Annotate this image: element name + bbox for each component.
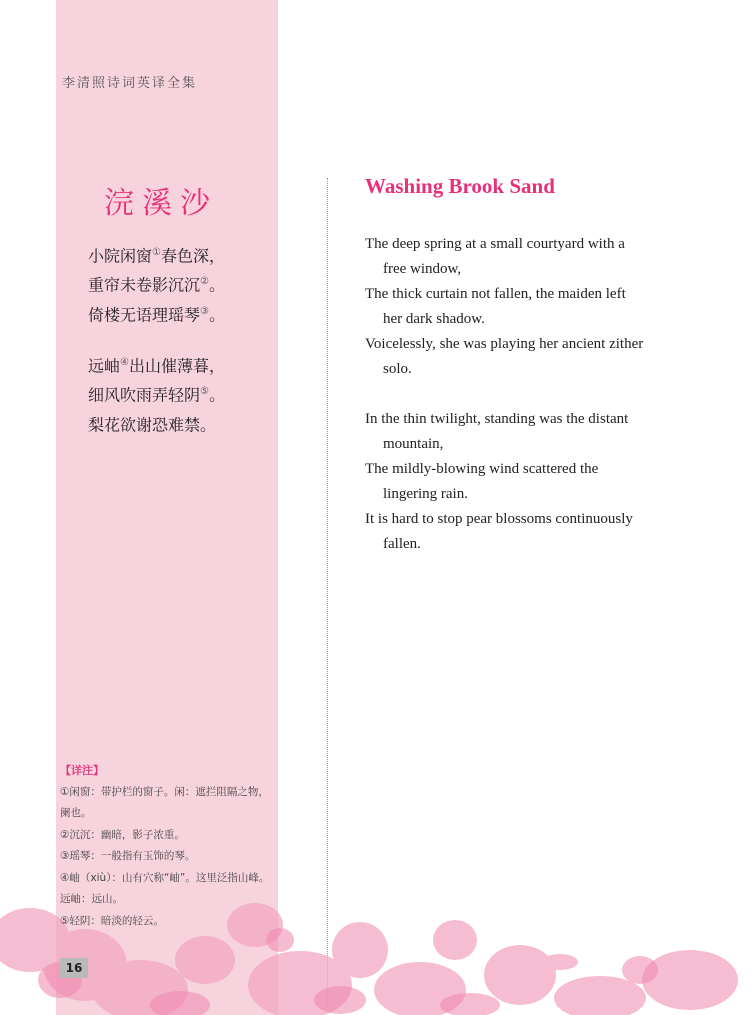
chinese-poem-line: 重帘未卷影沉沉②。 [88, 275, 225, 295]
english-poem-line: The mildly-blowing wind scattered the lingering rain. [365, 461, 599, 502]
page-number: 16 [60, 958, 88, 978]
note-line: 远岫：远山。 [60, 893, 123, 905]
english-poem-line: In the thin twilight, standing was the distant mountain, [365, 411, 629, 452]
chinese-poem-line: 小院闲窗①春色深， [88, 246, 225, 266]
book-header: 李清照诗词英译全集 [62, 76, 198, 91]
english-poem-line: The deep spring at a small courtyard with a free window, [365, 236, 625, 277]
note-line: ③瑶琴：一般指有玉饰的琴。 [60, 850, 196, 862]
english-poem [365, 232, 670, 557]
english-poem-line: It is hard to stop pear blossoms continuously fallen. [365, 511, 633, 552]
chinese-poem-line: 远岫④出山催薄暮， [88, 356, 225, 376]
english-poem-line: The thick curtain not fallen, the maiden left her dark shadow. [365, 286, 626, 327]
english-poem-title: Washing Brook Sand [365, 174, 555, 198]
english-poem-line: Voicelessly, she was playing her ancient zither solo. [365, 336, 644, 377]
note-line: ②沉沉：幽暗，影子浓重。 [60, 828, 185, 841]
chinese-poem-line: 倚楼无语理瑶琴③。 [88, 304, 225, 324]
notes-heading: 【详注】 [60, 764, 104, 777]
chinese-poem-title: 浣溪沙 [104, 186, 218, 221]
note-line: 阑也。 [60, 807, 92, 819]
chinese-poem-line: 梨花欲谢恐难禁。 [88, 414, 217, 434]
chinese-poem-line: 细风吹雨弄轻阴⑤。 [88, 385, 225, 405]
note-line: ④岫（xiù）：山有穴称“岫”。这里泛指山峰。 [60, 871, 270, 884]
annotation-notes [60, 760, 310, 932]
chinese-poem [88, 240, 268, 438]
note-line: ①闲窗：带护栏的窗子。闲：遮拦阻隔之物， [60, 785, 269, 798]
note-line: ⑤轻阴：暗淡的轻云。 [60, 914, 164, 927]
